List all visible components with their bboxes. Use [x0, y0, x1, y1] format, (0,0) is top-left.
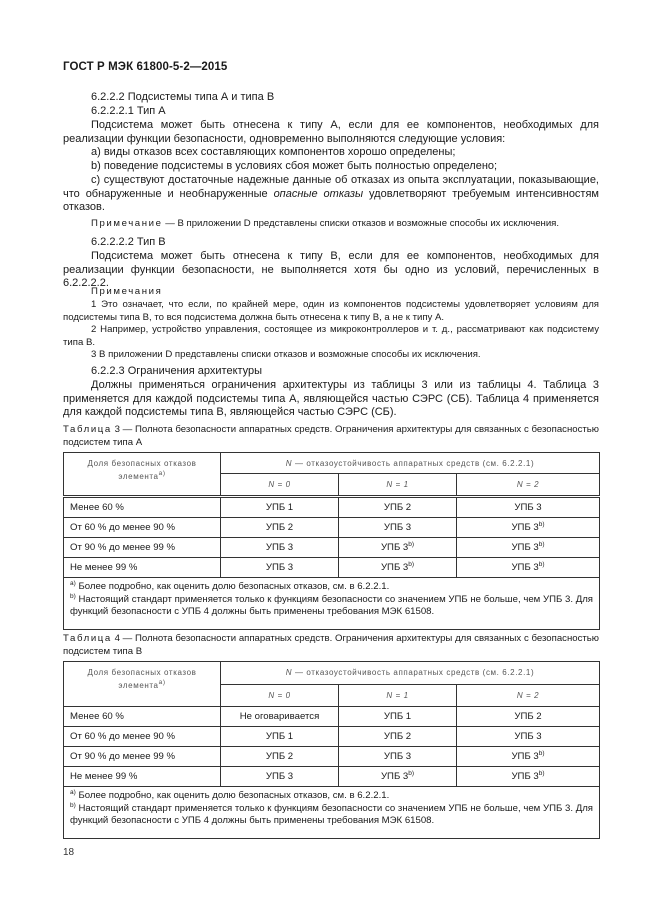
footnote-b [70, 803, 593, 828]
section-6-2-2-3-title: 6.2.2.3 Ограничения архитектуры [91, 365, 263, 377]
cell-value: УПБ 3 [511, 562, 539, 573]
cell [339, 727, 457, 747]
footnote-mark: b) [538, 750, 545, 757]
dangerous-failures-term: опасные отказы [273, 187, 364, 200]
footnotes-cell [64, 787, 600, 839]
footnote-text: Настоящий стандарт применяется только к функциям безопасности со значением УПБ не больше, чем УПБ 3. Для функций безопасности с УПБ 4 должны быть применены требования МЭК 61508. [70, 593, 593, 617]
note-1: 1 Это означает, что если, по крайней мере, один из компонентов подсистемы удовлетворяет условиям для подсистемы типа В, то вся подсистема должна быть отнесена к типу В, а не к типу А. [63, 299, 599, 323]
cell [457, 727, 600, 747]
cell [221, 518, 339, 538]
table-4-col-header-fraction [64, 662, 221, 707]
cell-value: УПБ 3 [383, 751, 412, 762]
cell [339, 767, 457, 787]
footnote-mark: a) [158, 470, 166, 477]
note-text: — В приложении D представлены списки отказов и возможные способы их исключения. [162, 218, 560, 229]
header-var: N [285, 668, 293, 678]
cell-value: УПБ 3 [380, 542, 409, 553]
table-row [64, 497, 600, 518]
footnote-mark: b) [70, 592, 76, 600]
cell [221, 767, 339, 787]
footnote-mark: b) [408, 770, 415, 777]
footnote-mark: b) [538, 541, 545, 548]
cell [221, 727, 339, 747]
cell [457, 538, 600, 558]
table-3-subheader-n1: N = 1 [339, 474, 457, 497]
footnote-text: Настоящий стандарт применяется только к функциям безопасности со значением УПБ не больше, чем УПБ 3. Для функций безопасности с УПБ 4 должны быть применены требования МЭК 61508. [70, 802, 593, 826]
footnote-mark: b) [538, 521, 545, 528]
row-label: От 90 % до менее 99 % [64, 538, 221, 558]
table-3 [63, 452, 600, 630]
row-label: От 60 % до менее 90 % [64, 727, 221, 747]
note-type-a [63, 218, 599, 231]
row-label: Не менее 99 % [64, 558, 221, 578]
section-6-2-2-2-title: 6.2.2.2 Подсистемы типа А и типа В [91, 91, 275, 103]
note-3: 3 В приложении D представлены списки отказов и возможные способы их исключения. [91, 349, 481, 360]
cell [339, 707, 457, 727]
type-a-condition-c [63, 174, 599, 215]
cell-value: УПБ 3 [265, 771, 294, 782]
table-4-caption [63, 633, 599, 658]
cell [457, 518, 600, 538]
table-row [64, 518, 600, 538]
table-row [64, 558, 600, 578]
cell-value: УПБ 3 [380, 771, 409, 782]
cell [339, 518, 457, 538]
cell-value: УПБ 3 [265, 562, 294, 573]
table-3-col-header-fraction [64, 453, 221, 497]
cell [221, 538, 339, 558]
header-text: Доля безопасных отказов элемента [87, 459, 197, 481]
row-label: Менее 60 % [64, 497, 221, 518]
footnote-a [70, 790, 593, 803]
cell [457, 707, 600, 727]
footnote-a [70, 581, 593, 594]
table-3-caption-label: Таблица [63, 424, 112, 435]
notes-label: Примечания [91, 286, 163, 297]
cell [221, 558, 339, 578]
footnote-mark: a) [158, 679, 166, 686]
table-row [64, 727, 600, 747]
table-row [64, 707, 600, 727]
table-3-caption-text: 3 — Полнота безопасности аппаратных средств. Ограничения архитектуры для связанных с безопасностью подсистем типа А [63, 424, 599, 448]
cell [221, 497, 339, 518]
cell-value: УПБ 2 [383, 731, 412, 742]
document-header: ГОСТ Р МЭК 61800-5-2—2015 [63, 61, 228, 73]
cell-value: УПБ 3 [514, 731, 542, 742]
cell-value: УПБ 3 [265, 542, 294, 553]
row-label: От 90 % до менее 99 % [64, 747, 221, 767]
cell [339, 558, 457, 578]
footnote-mark: a) [70, 580, 76, 587]
cell-value: УПБ 3 [511, 542, 539, 553]
table-row [64, 767, 600, 787]
row-label: Менее 60 % [64, 707, 221, 727]
table-row [64, 538, 600, 558]
table-4-caption-label: Таблица [63, 633, 112, 644]
type-a-condition-a: a) виды отказов всех составляющих компонентов хорошо определены; [91, 146, 456, 158]
cell [457, 747, 600, 767]
footnote-mark: b) [538, 770, 545, 777]
table-4-footnotes [64, 787, 600, 839]
table-4-subheader-n1: N = 1 [339, 684, 457, 707]
header-text: — отказоустойчивость аппаратных средств (см. 6.2.2.1) [292, 668, 535, 678]
header-var: N [285, 458, 293, 468]
footnote-mark: b) [408, 561, 415, 568]
table-4 [63, 661, 600, 839]
table-4-caption-text: 4 — Полнота безопасности аппаратных средств. Ограничения архитектуры для связанных с безопасностью подсистем типа В [63, 633, 599, 657]
cell-value: УПБ 2 [265, 522, 294, 533]
cell-value: УПБ 1 [265, 502, 294, 513]
cell-value: УПБ 3 [380, 562, 409, 573]
table-3-subheader-n0: N = 0 [221, 474, 339, 497]
footnote-text: Более подробно, как оценить долю безопасных отказов, см. в 6.2.2.1. [75, 581, 390, 592]
type-b-paragraph: Подсистема может быть отнесена к типу В, если для ее компонентов, необходимых для реализации функции безопасности, не выполняется хотя бы одно из условий, перечисленных в 6.2.2.2.2. [63, 250, 599, 289]
footnote-mark: b) [70, 801, 76, 809]
cell-value: УПБ 1 [265, 731, 294, 742]
header-text: Доля безопасных отказов элемента [87, 668, 197, 690]
cell-value: УПБ 2 [514, 711, 542, 722]
cell-value: УПБ 2 [265, 751, 294, 762]
table-3-caption [63, 424, 599, 449]
architecture-paragraph: Должны применяться ограничения архитектуры из таблицы 3 или из таблицы 4. Таблица 3 применяется для каждой подсистемы типа А, являющейся частью СЭРС (СБ). Таблица 4 применяется для каждой подсистемы типа В, являющейся частью СЭРС (СБ). [63, 379, 599, 418]
cell-value: Не оговаривается [239, 711, 320, 722]
footnote-mark: b) [408, 541, 415, 548]
condition-c-text: c) существуют достаточные надежные данные об отказах из опыта эксплуатации, показывающие, что обнаруженные и необнаруженные [63, 174, 599, 200]
table-3-subheader-n2: N = 2 [457, 474, 600, 497]
footnote-mark: b) [538, 561, 545, 568]
note-label: Примечание [91, 218, 163, 229]
type-a-paragraph: Подсистема может быть отнесена к типу А, если для ее компонентов, необходимых для реализации функции безопасности, одновременно выполняются следующие условия: [63, 119, 599, 145]
section-6-2-2-2-1-title: 6.2.2.2.1 Тип А [91, 105, 166, 117]
table-4-group-header [221, 662, 600, 685]
table-3-footnotes [64, 578, 600, 630]
cell-value: УПБ 3 [514, 502, 542, 513]
header-text: — отказоустойчивость аппаратных средств (см. 6.2.2.1) [292, 458, 535, 468]
footnote-b [70, 594, 593, 619]
page-number: 18 [63, 847, 75, 858]
condition-c-text-end: удовлетворяют требуемым интенсивностям отказов. [63, 187, 599, 213]
footnotes-cell [64, 578, 600, 630]
cell-value: УПБ 3 [383, 522, 412, 533]
type-a-condition-b: b) поведение подсистемы в условиях сбоя может быть полностью определено; [91, 160, 498, 172]
footnote-text: Более подробно, как оценить долю безопасных отказов, см. в 6.2.2.1. [75, 790, 390, 801]
note-2: 2 Например, устройство управления, состоящее из микроконтроллеров и т. д., рассматривают как подсистему типа В. [63, 324, 599, 348]
table-row [64, 747, 600, 767]
cell-value: УПБ 2 [383, 502, 412, 513]
cell-value: УПБ 3 [511, 522, 539, 533]
footnote-mark: a) [70, 789, 76, 796]
cell-value: УПБ 1 [383, 711, 412, 722]
cell [339, 497, 457, 518]
section-6-2-2-2-2-title: 6.2.2.2.2 Тип В [91, 236, 166, 248]
cell-value: УПБ 3 [511, 751, 539, 762]
row-label: От 60 % до менее 90 % [64, 518, 221, 538]
table-3-group-header [221, 453, 600, 474]
cell [221, 747, 339, 767]
table-4-subheader-n0: N = 0 [221, 684, 339, 707]
cell-value: УПБ 3 [511, 771, 539, 782]
cell [457, 767, 600, 787]
cell [457, 558, 600, 578]
cell [457, 497, 600, 518]
row-label: Не менее 99 % [64, 767, 221, 787]
cell [339, 747, 457, 767]
cell [339, 538, 457, 558]
cell [221, 707, 339, 727]
table-4-subheader-n2: N = 2 [457, 684, 600, 707]
